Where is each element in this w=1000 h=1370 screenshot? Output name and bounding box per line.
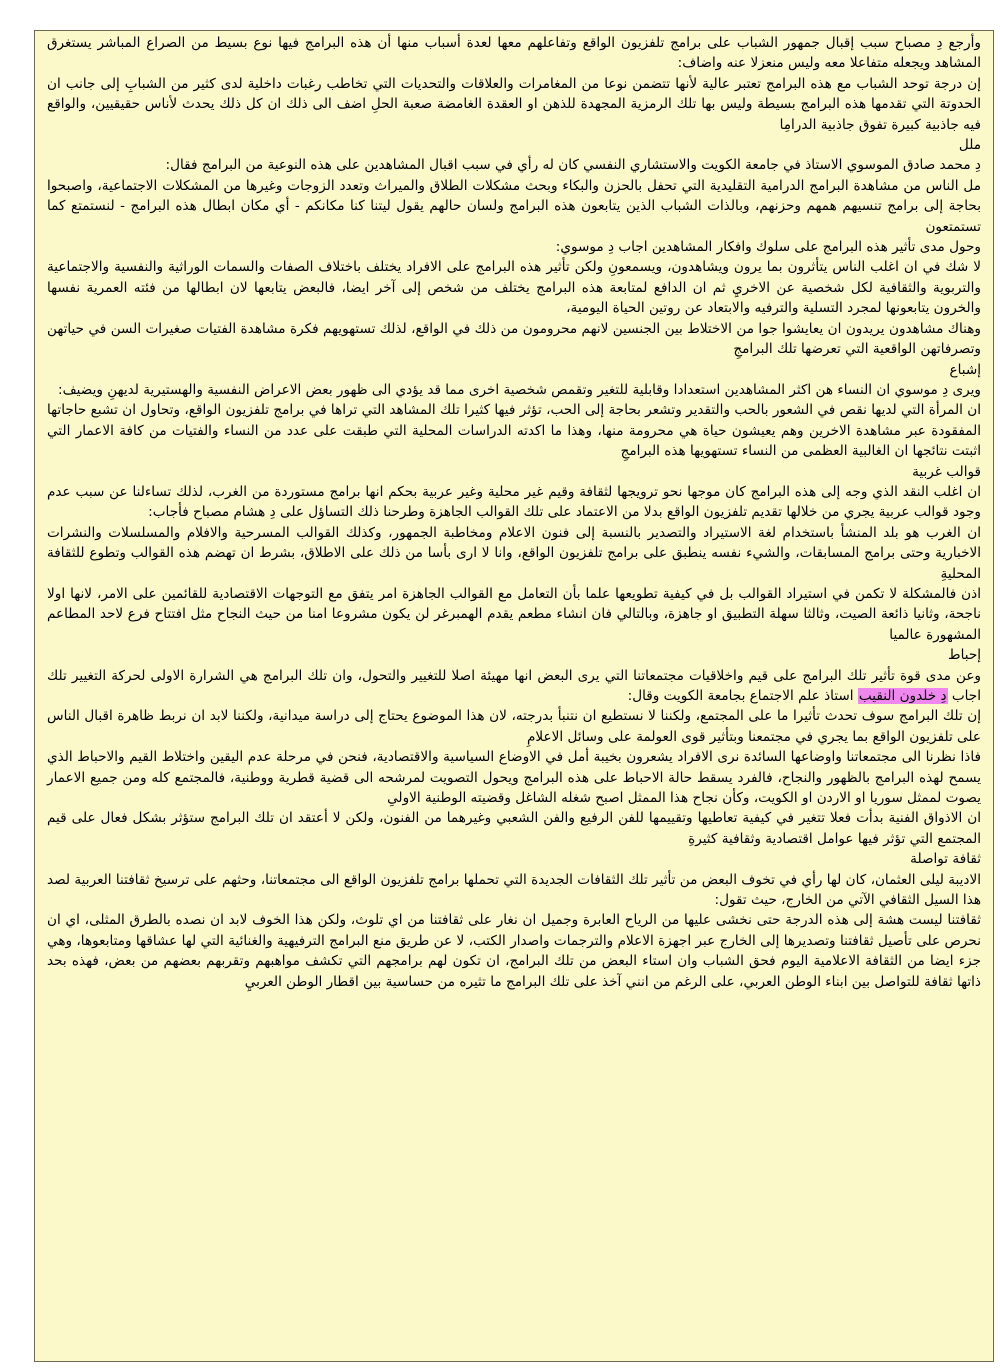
paragraph-text: إشباع [949,361,981,378]
paragraph-text: وأرجع دِ مصباح سبب إقبال جمهور الشباب على برامج تلفزيون الواقع وتفاعلهم معها لعدة أسباب منها أن هذه البرامج فيها نوع بسيط من الصراع المباشر يستغرق المشاهد ويجعله متفاعلا معه وليس منعزلا عنه واضاف: [47,35,981,72]
article-paragraph [47,33,981,74]
article-paragraph [47,808,981,849]
section-heading [47,462,981,482]
article-paragraph [47,523,981,584]
article-paragraph [47,74,981,135]
paragraph-text: ثقافة تواصلة [910,851,981,868]
paragraph-text: ملل [958,137,981,154]
highlighted-name: دِ خلدون النقيب [858,688,947,704]
paragraph-text: اذن فالمشكلة لا تكمن في استيراد القوالب بل في كيفية تطويعها علما بأن التعامل مع القوالب الجاهزة امر يتفق مع التوجهات الاقتصادية للقائمين على الامر، لانها اولا ناجحة، وثانيا ذائعة الصيت، وثالثا سهلة التطبيق او جاهزة، وبالتالي فان انشاء مطعم يقدم الهمبرغر لن يكون مشروعا امنا من حيث النجاح مثل افتتاح فرع لاحد المطاعم المشهورة عالميا [47,585,981,643]
paragraph-text: ان اغلب النقد الذي وجه إلى هذه البرامج كان موجها نحو ترويجها لثقافة وقيم غير محلية وغير عربية بحكم انها برامج مستوردة من الغرب، لذلك تساءلنا عن سبب عدم وجود قوالب عربية يجري من خلالها تقديم تلفزيون الواقع بدلا من الاعتماد على تلك القوالب الجاهزة وطرحنا ذلك التساؤل على دِ هشام مصباح فأجاب: [47,483,981,521]
paragraph-text: لا شك في ان اغلب الناس يتأثرون بما يرون ويشاهدون، ويسمعونِ ولكن تأثير هذه البرامج على الافراد يختلف باختلاف الصفات والسمات الوراثية والنفسية والاجتماعية والتربوية والثقافية لكل شخصية عن الاخريِ ثم ان الدافع لمتابعة هذه البرامج يختلف من شخص إلى آخر ايضا، فالبعض يتابعها لان ابطالها من فئته العمرية نفسها والخرون يتابعونها لمجرد التسلية والترفيه والابتعاد عن روتين الحياة اليومية، [47,259,981,317]
article-paragraph [47,400,981,461]
paragraph-text: إحباط [948,647,981,664]
paragraph-text: وعن مدى قوة تأثير تلك البرامج على قيم واخلاقيات مجتمعاتنا التي يرى البعض انها مهيئة اصلا للتغيير والتحول، وان تلك البرامج هي الشرارة الاولى لحركة التغيير تلك اجاب [47,667,981,704]
article-paragraph [47,747,981,808]
paragraph-text: مل الناس من مشاهدة البرامج الدرامية التقليدية التي تحفل بالحزن والبكاء وبحث مشكلات الطلاق والميراث وتعدد الزوجات وغيرها من المشكلات الاجتماعية، واصبحوا بحاجة إلى برامج تنسيهم همهم وحزنهم، وبالذات الشباب الذين يتابعون هذه البرامج ولسان حالهم يقول ليتنا كنا مكانكم - أي مكان ابطال هذه البرامج - لنستمتع كما تستمتعون [47,177,981,235]
article-page [34,30,994,1362]
paragraph-text: قوالب غربية [912,463,981,480]
article-paragraph [47,155,981,175]
paragraph-text: ثقافتنا ليست هشة إلى هذه الدرجة حتى نخشى عليها من الرياح العابرة وجميل ان نغار على ثقافتنا من اي تلوث، ولكن هذا الخوف لابد ان نصده بالطرق المثلى، اي ان نحرص على تأصيل ثقافتنا وتصديرها إلى الخارج عبر اجهزة الاعلام والترجمات واصدار الكتب، لا عن طريق منع البرامج الترفيهية والغنائية التي لها عشاقها ومتابعوها، وهي جزء ايضا من الثقافة الاعلامية اليوم فحق الشباب وان استاء البعض من تلك البرامج، ان تكون لهم برامجهم التي تكشف مواهبهم وتقربهم بعضهم من بعض، فهذه بحد ذاتها ثقافة للتواصل بين ابناء الوطن العربي، على الرغم من انني آخذ على تلك البرامج ما تثيره من حساسية بين اقطار الوطن العربيِ [47,912,981,990]
paragraph-text: ويرى دِ موسوي ان النساء هن اكثر المشاهدين استعدادا وقابلية للتغير وتقمص شخصية اخرى مما قد يؤدي الى ظهور بعض الاعراض النفسية والهستيرية لديهنِ ويضيف: [58,381,981,398]
paragraph-text: ان المرأة التي لديها نقص في الشعور بالحب والتقدير وتشعر بحاجة إلى الحب، تؤثر فيها كثيرا تلك المشاهد التي تراها في برامج تلفزيون الواقع، وتحاول ان تشبع حاجاتها المفقودة عبر مشاهدة الاخرين وهم يعيشون حياة هي محرومة منها، وهذا ما اكدته الدراسات المحلية التي طبقت على عدد من النساء والفتيات من كافة الاعمار التي اثبتت نتائجها ان الغالبية العظمى من النساء تستهويها هذه البرامجِ [47,402,981,460]
section-heading [47,849,981,869]
article-paragraph [47,584,981,645]
section-heading [47,135,981,155]
paragraph-text: ان الاذواق الفنية بدأت فعلا تتغير في كيفية تعاطيها وتقييمها للفن الرفيع والفن الشعبي وغيرهما من الفنون، ولكن لا أعتقد ان تلك البرامج ستؤثر بشكل فعال على قيم المجتمع التي تؤثر فيها عوامل اقتصادية وثقافية كثيرةِ [47,810,981,847]
paragraph-text: وهناك مشاهدون يريدون ان يعايشوا جوا من الاختلاط بين الجنسين لانهم محرومون من ذلك في الواقع، لذلك تستهويهم فكرة مشاهدة الفتيات صغيرات السن في حياتهن وتصرفاتهن الواقعية التي تعرضها تلك البرامجِ [47,320,981,358]
article-paragraph [47,870,981,911]
article-paragraph [47,910,981,992]
section-heading [47,360,981,380]
article-paragraph [47,380,981,400]
article-paragraph [47,257,981,318]
article-paragraph [47,482,981,523]
paragraph-text: الاديبة ليلى العثمان، كان لها رأي في تخوف البعض من تأثير تلك الثقافات الجديدة التي تحملها برامج تلفزيون الواقع الى مجتمعاتنا، وحثهم على ترسيخ ثقافتنا العربية لصد هذا السيل الثقافي الآتي من الخارج، حيث تقول: [47,871,981,909]
article-paragraph [47,237,981,257]
article-paragraph [47,176,981,237]
paragraph-text: فاذا نظرنا الى مجتمعاتنا واوضاعها السائدة نرى الافراد يشعرون بخيبة أمل في الاوضاع السياسية والاقتصادية، فنحن في مرحلة عدم اليقين واختلاط القيم والاحباط الذي يسمح لهذه البرامج بالظهور والنجاح، فالفرد يسقط حالة الاحباط على هذه البرامج ويحول التصويت لمرشحه الى قضية قطرية ووطنية، فالمجتمع كله ومن جميع الاعمار يصوت لممثل سوريا او الاردن او الكويت، وكأن نجاح هذا الممثل اصبح شغله الشاغل وقضيته الوطنية الاولىِ [47,749,981,807]
section-heading [47,645,981,665]
paragraph-text: وحول مدى تأثير هذه البرامج على سلوك وافكار المشاهدين اجاب دِ موسوي: [555,239,981,256]
paragraph-text-continued: استاذ علم الاجتماع بجامعة الكويت وقال: [627,688,858,704]
paragraph-text: دِ محمد صادق الموسوي الاستاذ في جامعة الكويت والاستشاري النفسي كان له رأي في سبب اقبال المشاهدين على هذه النوعية من البرامج فقال: [165,157,981,174]
article-paragraph [47,319,981,360]
article-paragraph [47,666,981,707]
paragraph-text: إن تلك البرامج سوف تحدث تأثيرا ما على المجتمع، ولكننا لا نستطيع ان نتنبأ بدرجته، لان هذا الموضوع يحتاج إلى دراسة ميدانية، ولكننا لابد ان نربط ظاهرة اقبال الناس على تلفزيون الواقع بما يجري في مجتمعنا وبتأثير قوى العولمة على وسائل الاعلامِ [47,708,981,745]
paragraph-text: ان الغرب هو بلد المنشأ باستخدام لغة الاستيراد والتصدير بالنسبة إلى فنون الاعلام ومخاطبة الجمهور، وكذلك القوالب المسرحية والافلام والمسلسلات والنشرات الاخبارية وحتى برامج المسابقات، والشيء نفسه ينطبق على برامج تلفزيون الواقع، وانا لا ارى بأسا من ذلك على الاطلاق، بشرط ان تهضم هذه القوالب وتطوع للثقافة المحليةِ [47,524,981,582]
paragraph-text: إن درجة توحد الشباب مع هذه البرامج تعتبر عالية لأنها تتضمن نوعا من المغامرات والعلاقات والتحديات التي تخاطب رغبات داخلية لدى كثير من الشبابِ إلى جانب ان الحدوتة التي تقدمها هذه البرامج بسيطة وليس بها تلك الرمزية المجهدة للذهن او العقدة الغامضة صعبة الحلِ اضف الى ذلك ان كل ذلك يحدث لأناس حقيقيين، والواقع فيه جاذبية كبيرة تفوق جاذبية الدرامِا [47,75,981,133]
article-paragraph [47,706,981,747]
